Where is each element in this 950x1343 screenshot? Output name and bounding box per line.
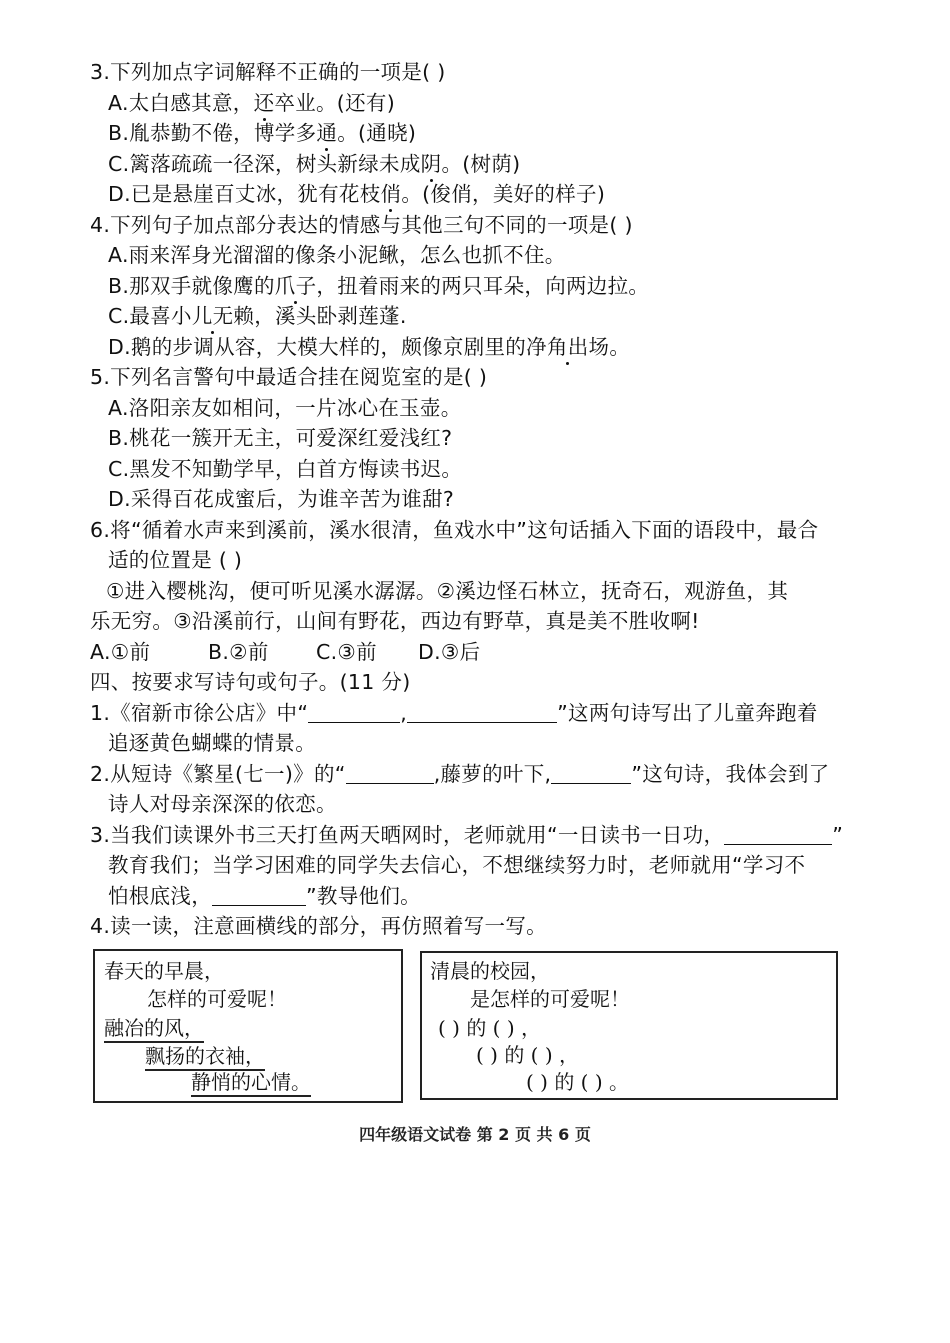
example-line-3: 融冶的风， xyxy=(104,1014,204,1042)
q5-option-c: C.黑发不知勤学早，白首方悔读书迟。 xyxy=(108,457,463,481)
answer-blank[interactable] xyxy=(724,824,832,845)
q6-stem-line2: 适的位置是 ( ) xyxy=(108,548,243,572)
imitation-line-2: 是怎样的可爱呢！ xyxy=(470,987,630,1011)
q3-stem: 3.下列加点字词解释不正确的一项是( ) xyxy=(90,60,446,84)
page-footer: 四年级语文试卷 第 2 页 共 6 页 xyxy=(359,1125,591,1144)
q4-option-a: A.雨来浑身光溜溜的像条小泥鳅，怎么也抓不住。 xyxy=(108,243,566,267)
q6-option-d: D.③后 xyxy=(418,640,481,664)
section-heading: 四、按要求写诗句或句子。(11 分) xyxy=(90,670,411,694)
q4-option-c: C.最喜小儿无赖，溪头卧剥莲蓬. xyxy=(108,301,407,331)
q6-passage-line1: ①进入樱桃沟，便可听见溪水潺潺。②溪边怪石林立，抚奇石，观游鱼，其 xyxy=(106,579,789,603)
q3-option-a: A.太白感其意，还卒业。(还有) xyxy=(108,88,395,118)
emphasis-dot-char: 阴 xyxy=(421,149,442,179)
q6-option-b: B.②前 xyxy=(208,640,269,664)
q3-option-d: D.已是悬崖百丈冰，犹有花枝俏。(俊俏，美好的样子) xyxy=(108,179,605,209)
q4-option-d: D.鹅的步调从容，大模大样的，颇像京剧里的净角出场。 xyxy=(108,332,630,362)
example-poem-box xyxy=(93,949,403,1103)
imitation-line-3[interactable]: ( ) 的 ( ) ， xyxy=(438,1016,541,1040)
imitation-writing-box xyxy=(420,951,838,1100)
w1-line2: 追逐黄色蝴蝶的情景。 xyxy=(108,731,316,755)
w3-line1: 3.当我们读课外书三天打鱼两天晒网时，老师就用“一日读书一日功， ” xyxy=(90,823,844,847)
answer-blank[interactable] xyxy=(212,885,306,906)
q3-option-c: C.篱落疏疏一径深，树头新绿未成阴。(树荫) xyxy=(108,149,520,179)
emphasis-dot-phrase: 小儿无赖 xyxy=(171,301,254,331)
q5-option-a: A.洛阳亲友如相问，一片冰心在玉壶。 xyxy=(108,396,462,420)
w2-line2: 诗人对母亲深深的依恋。 xyxy=(108,792,337,816)
answer-blank[interactable] xyxy=(346,763,434,784)
q6-option-c: C.③前 xyxy=(316,640,377,664)
emphasis-dot-phrase: 爪子 xyxy=(275,271,317,301)
emphasis-dot-char: 俏 xyxy=(381,179,402,209)
imitation-line-4[interactable]: ( ) 的 ( ) ， xyxy=(476,1043,579,1067)
example-line-5: 静悄的心情。 xyxy=(191,1068,311,1096)
q6-stem-line1: 6.将“循着水声来到溪前，溪水很清，鱼戏水中”这句话插入下面的语段中，最合 xyxy=(90,518,819,542)
q3-option-b: B.胤恭勤不倦，博学多通。(通晓) xyxy=(108,118,416,148)
w2-line1: 2.从短诗《繁星(七一)》的“ ,藤萝的叶下, ”这句诗，我体会到了 xyxy=(90,762,830,786)
example-line-1: 春天的早晨， xyxy=(104,959,224,983)
q6-option-a: A.①前 xyxy=(90,640,151,664)
emphasis-dot-phrase: 净角出场 xyxy=(526,332,609,362)
q4-stem: 4.下列句子加点部分表达的情感与其他三句不同的一项是( ) xyxy=(90,213,633,237)
imitation-line-5[interactable]: ( ) 的 ( ) 。 xyxy=(526,1070,629,1094)
q5-option-d: D.采得百花成蜜后，为谁辛苦为谁甜? xyxy=(108,487,455,511)
example-line-2: 怎样的可爱呢！ xyxy=(147,987,287,1011)
w4-stem: 4.读一读，注意画横线的部分，再仿照着写一写。 xyxy=(90,914,547,938)
imitation-line-1: 清晨的校园， xyxy=(430,959,550,983)
emphasis-dot-char: 还 xyxy=(254,88,275,118)
q5-option-b: B.桃花一簇开无主，可爱深红爱浅红? xyxy=(108,426,453,450)
answer-blank[interactable] xyxy=(551,763,631,784)
emphasis-dot-char: 通 xyxy=(316,118,337,148)
w3-line3: 怕根底浅， ”教导他们。 xyxy=(108,884,421,908)
answer-blank[interactable] xyxy=(308,702,400,723)
q4-option-b: B.那双手就像鹰的爪子，扭着雨来的两只耳朵，向两边拉。 xyxy=(108,271,649,301)
q6-passage-line2: 乐无穷。③沿溪前行，山间有野花，西边有野草，真是美不胜收啊! xyxy=(90,609,700,633)
w3-line2: 教育我们；当学习困难的同学失去信心，不想继续努力时，老师就用“学习不 xyxy=(108,853,806,877)
q5-stem: 5.下列名言警句中最适合挂在阅览室的是( ) xyxy=(90,365,488,389)
w1-line1: 1.《宿新市徐公店》中“ , ”这两句诗写出了儿童奔跑着 xyxy=(90,701,818,725)
example-line-4: 飘扬的衣袖， xyxy=(145,1042,265,1070)
answer-blank[interactable] xyxy=(407,702,557,723)
